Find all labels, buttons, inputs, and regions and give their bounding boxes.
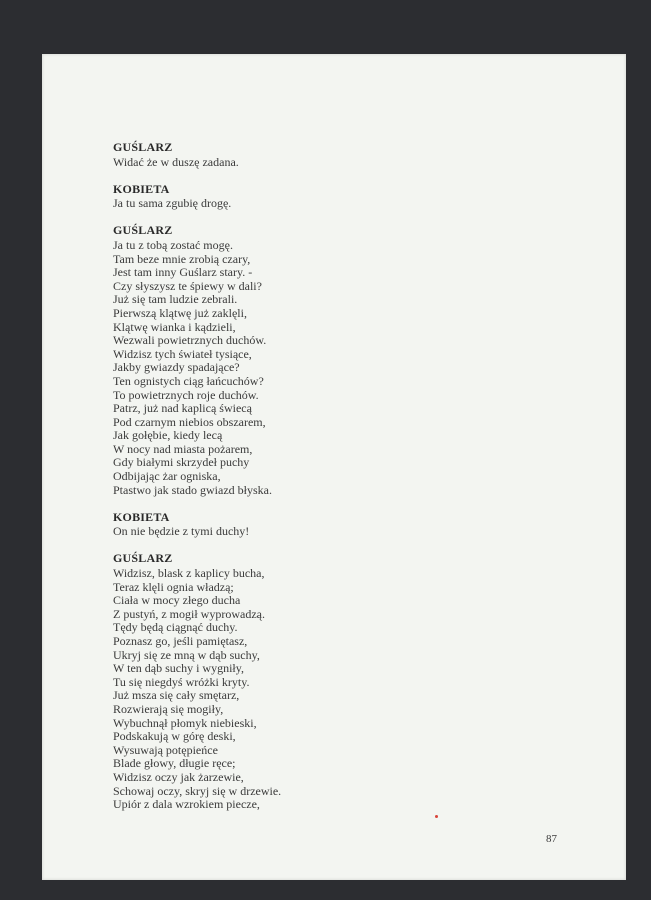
- ink-speck: [435, 815, 438, 818]
- verse-line: Patrz, już nad kaplicą świecą: [113, 401, 252, 416]
- verse-line: Wybuchnął płomyk niebieski,: [113, 715, 257, 730]
- verse-line: Wysuwają potępieńce: [113, 742, 218, 757]
- poem-text: [113, 141, 533, 825]
- verse-line: Jest tam inny Guślarz stary. -: [113, 265, 253, 280]
- verse-line: Wezwali powietrznych duchów.: [113, 333, 267, 348]
- verse-line: Widzisz, blask z kaplicy bucha,: [113, 566, 265, 581]
- document-page: [42, 54, 626, 880]
- verse-line: Schowaj oczy, skryj się w drzewie.: [113, 783, 282, 798]
- verse-line: Rozwierają się mogiły,: [113, 701, 224, 716]
- verse-line: Widzisz tych świateł tysiące,: [113, 346, 252, 361]
- speaker-name: KOBIETA: [113, 181, 170, 196]
- verse-line: Ptastwo jak stado gwiazd błyska.: [113, 482, 272, 497]
- verse-line: Odbijając żar ogniska,: [113, 469, 221, 484]
- verse-line: Tu się niegdyś wróżki kryty.: [113, 674, 250, 689]
- dialogue-block: [113, 183, 533, 211]
- verse-line: Czy słyszysz te śpiewy w dali?: [113, 278, 262, 293]
- verse-line: Tędy będą ciągnąć duchy.: [113, 620, 238, 635]
- verse-line: Poznasz go, jeśli pamiętasz,: [113, 634, 248, 648]
- verse-line: W nocy nad miasta pożarem,: [113, 441, 253, 456]
- verse-line: Teraz klęli ognia władzą;: [113, 579, 234, 594]
- verse-line: Już msza się cały smętarz,: [113, 688, 240, 703]
- verse-line: Pod czarnym niebios obszarem,: [113, 414, 266, 429]
- verse-line: Upiór z dala wzrokiem piecze,: [113, 797, 260, 812]
- speaker-name: GUŚLARZ: [113, 140, 173, 154]
- verse-line: Ciała w mocy złego ducha: [113, 593, 241, 608]
- verse-line: Już się tam ludzie zebrali.: [113, 292, 238, 307]
- speaker-name: GUŚLARZ: [113, 223, 173, 238]
- verse-line: Ja tu sama zgubię drogę.: [113, 196, 232, 211]
- verse-line: Blade głowy, długie ręce;: [113, 756, 236, 771]
- verse-line: Jakby gwiazdy spadające?: [113, 360, 240, 375]
- verse-line: Pierwszą klątwę już zaklęli,: [113, 305, 247, 320]
- speaker-name: GUŚLARZ: [113, 551, 173, 566]
- speaker-name: KOBIETA: [113, 509, 170, 524]
- verse-line: W ten dąb suchy i wygniły,: [113, 661, 244, 676]
- verse-line: Jak gołębie, kiedy lecą: [113, 428, 223, 443]
- verse-line: On nie będzie z tymi duchy!: [113, 524, 250, 539]
- verse-line: Tam beze mnie zrobią czary,: [113, 251, 251, 266]
- verse-line: Gdy białymi skrzydeł puchy: [113, 455, 250, 470]
- dialogue-block: [113, 511, 533, 539]
- verse-line: Widać że w duszę zadana.: [113, 154, 239, 169]
- page-number: 87: [546, 833, 557, 845]
- verse-line: To powietrznych roje duchów.: [113, 387, 259, 402]
- dialogue-block: [113, 552, 533, 811]
- verse-line: Z pustyń, z mogił wyprowadzą.: [113, 606, 265, 621]
- verse-line: Widzisz oczy jak żarzewie,: [113, 769, 244, 784]
- verse-line: Ja tu z tobą zostać mogę.: [113, 237, 233, 252]
- dialogue-block: [113, 141, 533, 169]
- verse-line: Klątwę wianka i kądzieli,: [113, 319, 236, 334]
- dialogue-block: [113, 224, 533, 497]
- verse-line: Podskakują w górę deski,: [113, 729, 236, 744]
- verse-line: Ten ognistych ciąg łańcuchów?: [113, 373, 264, 388]
- verse-line: Ukryj się ze mną w dąb suchy,: [113, 647, 260, 662]
